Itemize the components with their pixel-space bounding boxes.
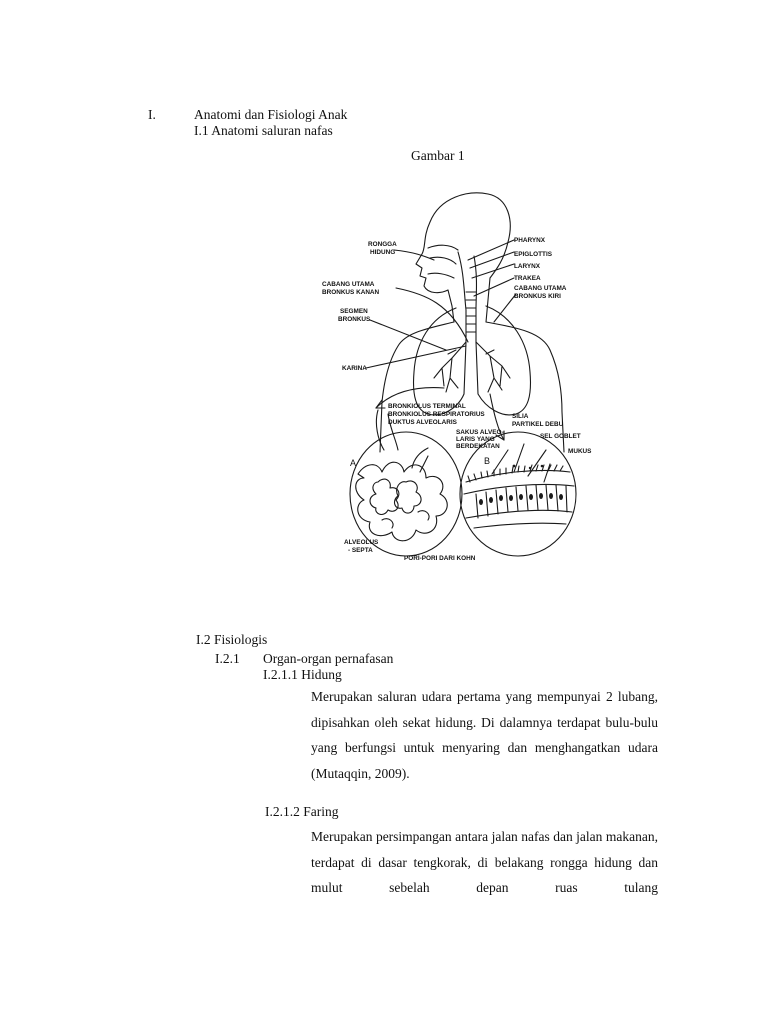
lung-left	[476, 306, 530, 415]
label-cabang-kanan-2: BRONKUS KANAN	[322, 289, 380, 296]
label-pori: PORI-PORI DARI KOHN	[404, 555, 476, 562]
label-cabang-kiri-2: BRONKUS KIRI	[514, 293, 561, 300]
faring-heading: I.2.1.2 Faring	[265, 804, 339, 819]
panel-b-circle	[460, 432, 576, 556]
label-larynx: LARYNX	[514, 263, 541, 270]
label-rongga-hidung-1: RONGGA	[368, 241, 397, 248]
label-panel-b: B	[484, 456, 491, 466]
label-cabang-kiri-1: CABANG UTAMA	[514, 285, 567, 292]
section-title: Anatomi dan Fisiologi Anak	[194, 107, 348, 122]
label-mukus: MUKUS	[568, 448, 592, 455]
section-number: I.	[148, 107, 156, 122]
trachea	[458, 252, 466, 342]
label-silia: SILIA	[512, 413, 529, 420]
label-duktus-alveolaris: DUKTUS ALVEOLARIS	[388, 419, 457, 426]
label-alveolus-2: - SEPTA	[348, 547, 373, 554]
figure-caption: Gambar 1	[411, 148, 465, 163]
label-bronkiolus-terminal: BRONKIOLUS TERMINAL	[388, 403, 466, 410]
label-partikel-debu: PARTIKEL DEBU	[512, 421, 564, 428]
subsection-heading: I.1 Anatomi saluran nafas	[194, 123, 333, 138]
label-segmen-2: BRONKUS	[338, 316, 371, 323]
subsection-number: I.2.1	[215, 651, 240, 666]
label-epiglottis: EPIGLOTTIS	[514, 251, 552, 258]
respiratory-anatomy-figure	[318, 182, 608, 574]
label-sel-goblet: SEL GOBLET	[540, 433, 581, 440]
hidung-paragraph: Merupakan saluran udara pertama yang mempunyai 2 lubang, dipisahkan oleh sekat hidung. Di dalamnya terdapat bulu-bulu yang berfungsi untuk menyaring dan menghangatkan udara (Mutaqqin, 2009).	[311, 689, 658, 781]
subsection-title: Organ-organ pernafasan	[263, 651, 394, 666]
faring-paragraph: Merupakan persimpangan antara jalan nafas dan jalan makanan, terdapat di dasar tengkorak, di belakang rongga hidung dan mulut sebelah depan ruas tulang	[311, 829, 658, 895]
torso-left	[380, 322, 454, 452]
label-rongga-hidung-2: HIDUNG	[370, 249, 396, 256]
label-segmen-1: SEGMEN	[340, 308, 368, 315]
label-sakus-1: SAKUS ALVEO-	[456, 429, 504, 436]
anatomy-diagram	[318, 182, 608, 574]
label-pharynx: PHARYNX	[514, 237, 546, 244]
label-karina: KARINA	[342, 365, 367, 372]
label-panel-a: A	[350, 458, 357, 468]
label-trakea: TRAKEA	[514, 275, 541, 282]
label-cabang-kanan-1: CABANG UTAMA	[322, 281, 375, 288]
label-bronkiolus-respiratorius: BRONKIOLUS RESPIRATORIUS	[388, 411, 485, 418]
fisiologis-heading: I.2 Fisiologis	[196, 632, 268, 647]
label-sakus-2: LARIS YANG	[456, 436, 495, 443]
panel-a-circle	[350, 432, 462, 556]
label-sakus-3: BERDEKATAN	[456, 443, 500, 450]
label-alveolus-1: ALVEOLUS	[344, 539, 379, 546]
hidung-heading: I.2.1.1 Hidung	[263, 667, 342, 682]
